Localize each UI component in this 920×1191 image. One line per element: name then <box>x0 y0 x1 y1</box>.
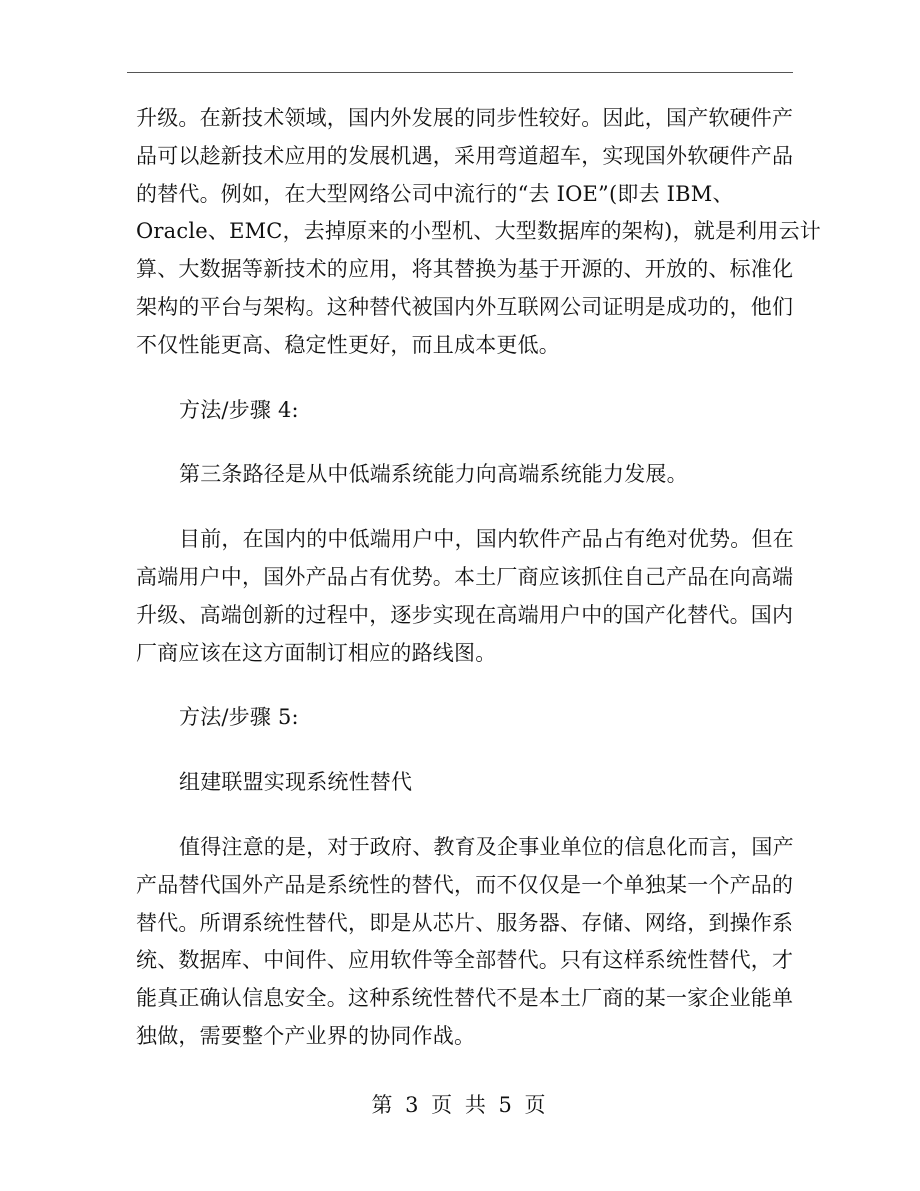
text-line: 能真正确认信息安全。这种系统性替代不是本土厂商的某一家企业能单 <box>136 986 794 1011</box>
text-line: Oracle、EMC，去掉原来的小型机、大型数据库的架构)，就是利用云计 <box>136 219 821 244</box>
text-line: 值得注意的是，对于政府、教育及企事业单位的信息化而言，国产 <box>179 834 794 859</box>
paragraph-new-tech <box>136 100 821 365</box>
step-5-heading <box>136 699 796 737</box>
text-line: 品可以趁新技术应用的发展机遇，采用弯道超车，实现国外软硬件产品 <box>136 143 794 168</box>
text-line: 替代。所谓系统性替代，即是从芯片、服务器、存储、网络，到操作系 <box>136 910 794 935</box>
text-line: 算、大数据等新技术的应用，将其替换为基于开源的、开放的、标准化 <box>136 257 794 282</box>
step-4-heading <box>136 392 796 430</box>
text-line: 升级、高端创新的过程中，逐步实现在高端用户中的国产化替代。国内 <box>136 602 794 627</box>
text-line: 产品替代国外产品是系统性的替代，而不仅仅是一个单独某一个产品的 <box>136 872 794 897</box>
paragraph-alliance-title <box>136 764 796 802</box>
text-line: 升级。在新技术领域，国内外发展的同步性较好。因此，国产软硬件产 <box>136 106 794 130</box>
text-line: 厂商应该在这方面制订相应的路线图。 <box>136 640 497 665</box>
paragraph-third-path <box>136 456 796 494</box>
text-line: 第三条路径是从中低端系统能力向高端系统能力发展。 <box>179 462 688 487</box>
text-line: 组建联盟实现系统性替代 <box>179 770 413 795</box>
text-line: 方法/步骤 4: <box>179 397 299 422</box>
document-body <box>136 100 821 1056</box>
text-line: 架构的平台与架构。这种替代被国内外互联网公司证明是成功的，他们 <box>136 294 794 319</box>
text-line: 的替代。例如，在大型网络公司中流行的“去 IOE”(即去 IBM、 <box>136 181 734 206</box>
text-line: 高端用户中，国外产品占有优势。本土厂商应该抓住自己产品在向高端 <box>136 564 794 589</box>
text-line: 不仅性能更高、稳定性更好，而且成本更低。 <box>136 332 560 357</box>
header-rule <box>127 72 793 73</box>
text-line: 方法/步骤 5: <box>179 705 299 730</box>
text-line: 统、数据库、中间件、应用软件等全部替代。只有这样系统性替代，才 <box>136 948 794 973</box>
paragraph-high-end <box>136 521 796 672</box>
page-number-footer: 第 3 页 共 5 页 <box>371 1093 549 1117</box>
text-line: 独做，需要整个产业界的协同作战。 <box>136 1023 476 1048</box>
paragraph-systematic <box>136 829 796 1056</box>
text-line: 目前，在国内的中低端用户中，国内软件产品占有绝对优势。但在 <box>179 527 794 552</box>
